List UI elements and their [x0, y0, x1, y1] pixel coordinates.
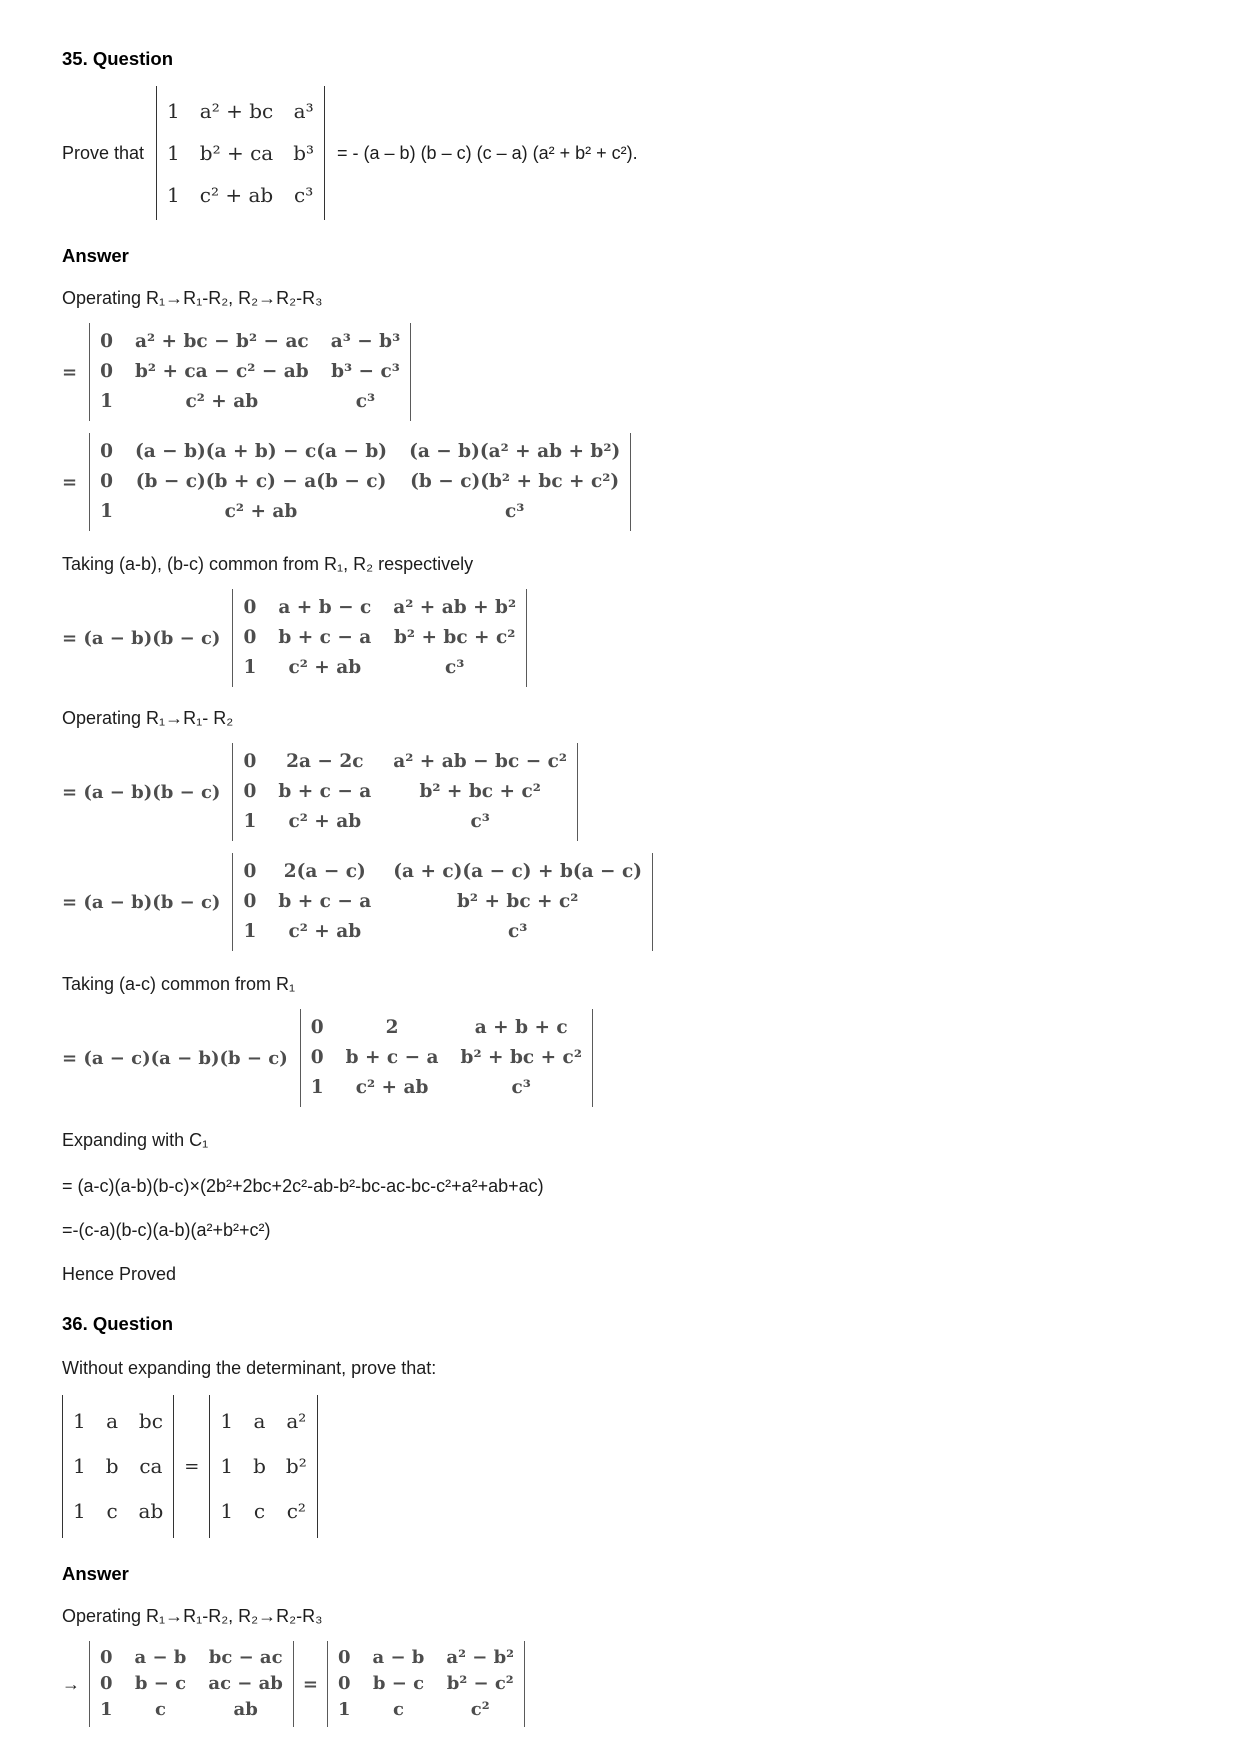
expanding-line: Expanding with C₁ [62, 1130, 209, 1150]
matrix-cell: a² + ab − bc − c² [393, 751, 568, 772]
step-1-prefix: = [62, 361, 78, 383]
matrix-cell: 0 [243, 861, 257, 882]
matrix-cell: a + b − c [278, 597, 372, 618]
matrix-cell: b² [285, 1454, 307, 1478]
matrix-cell: a [253, 1409, 266, 1433]
step-4-determinant [232, 743, 578, 841]
question-35-result: = - (a – b) (b – c) (c – a) (a² + b² + c²). [337, 142, 638, 163]
matrix-cell: ac − ab [208, 1673, 283, 1694]
matrix-cell: 0 [100, 1673, 113, 1694]
matrix-cell: 1 [73, 1454, 86, 1478]
matrix-cell: b² + bc + c² [456, 891, 579, 912]
matrix-cell: b³ [293, 141, 315, 165]
matrix-cell: 0 [100, 441, 113, 462]
step-4-prefix: = (a − b)(b − c) [62, 781, 221, 803]
matrix-cell: b² + bc + c² [394, 627, 516, 648]
matrix-cell: c² [286, 1499, 306, 1523]
matrix-cell: 1 [243, 811, 257, 832]
matrix-cell: c [253, 1499, 266, 1523]
matrix-cell: bc [138, 1409, 163, 1433]
matrix-cell: c³ [507, 921, 528, 942]
step-1 [62, 323, 1170, 421]
matrix-cell: c [392, 1699, 404, 1720]
question-35-statement [62, 86, 1170, 220]
taking-line-1: Taking (a-b), (b-c) common from R₁, R₂ respectively [62, 554, 474, 574]
matrix-cell: bc − ac [208, 1647, 283, 1668]
matrix-cell: b [105, 1454, 119, 1478]
question-36-intro: Without expanding the determinant, prove that: [62, 1358, 437, 1378]
matrix-cell: a² [286, 1409, 307, 1433]
matrix-cell: b [253, 1454, 266, 1478]
matrix-cell: b + c − a [278, 781, 372, 802]
matrix-cell: 1 [338, 1699, 351, 1720]
question-35-heading: 35. Question [62, 48, 174, 69]
step-2-prefix: = [62, 471, 78, 493]
matrix-cell: 0 [100, 331, 113, 352]
step-5-prefix: = (a − b)(b − c) [62, 891, 221, 913]
matrix-cell: 0 [100, 1647, 113, 1668]
taking-line-2: Taking (a-c) common from R₁ [62, 974, 296, 994]
matrix-cell: (a − b)(a² + ab + b²) [409, 441, 621, 462]
operation-line-2: Operating R₁→R₁- R₂ [62, 708, 234, 728]
matrix-cell: 1 [100, 391, 113, 412]
matrix-cell: c² + ab [224, 501, 298, 522]
matrix-cell: 0 [338, 1647, 351, 1668]
matrix-cell: b² − c² [446, 1673, 514, 1694]
matrix-cell: c³ [504, 501, 525, 522]
matrix-cell: 0 [100, 471, 113, 492]
matrix-cell: 1 [100, 501, 113, 522]
matrix-cell: 1 [310, 1077, 324, 1098]
matrix-cell: 0 [310, 1047, 324, 1068]
prove-that-label: Prove that [62, 142, 145, 163]
matrix-cell: ab [138, 1499, 164, 1523]
step-1-determinant [89, 323, 411, 421]
matrix-cell: 0 [243, 781, 257, 802]
matrix-cell: a³ [293, 99, 314, 123]
step-6-determinant [300, 1009, 593, 1107]
answer-36-heading: Answer [62, 1563, 129, 1584]
matrix-cell: c [154, 1699, 166, 1720]
matrix-cell: ab [233, 1699, 258, 1720]
step-4 [62, 743, 1170, 841]
question-35-determinant [156, 86, 325, 220]
matrix-cell: b + c − a [345, 1047, 439, 1068]
matrix-cell: c² [470, 1699, 490, 1720]
matrix-cell: 1 [243, 657, 257, 678]
matrix-cell: a − b [134, 1647, 187, 1668]
question-36-statement [62, 1395, 1170, 1538]
matrix-cell: b − c [134, 1673, 187, 1694]
question-36-heading: 36. Question [62, 1313, 174, 1334]
matrix-cell: (b − c)(b² + bc + c²) [410, 471, 620, 492]
step-3 [62, 589, 1170, 687]
matrix-cell: 0 [243, 597, 257, 618]
matrix-cell: b + c − a [278, 891, 372, 912]
matrix-cell: 0 [243, 627, 257, 648]
matrix-cell: b² + ca [199, 141, 274, 165]
step-6-prefix: = (a − c)(a − b)(b − c) [62, 1047, 288, 1069]
matrix-cell: c² + ab [288, 921, 362, 942]
matrix-cell: 1 [73, 1499, 86, 1523]
matrix-cell: c² + ab [355, 1077, 429, 1098]
step-3-prefix: = (a − b)(b − c) [62, 627, 221, 649]
matrix-cell: a² + bc [199, 99, 274, 123]
answer-35-heading: Answer [62, 245, 129, 266]
matrix-cell: a² + ab + b² [393, 597, 517, 618]
matrix-cell: 0 [243, 751, 257, 772]
matrix-cell: c² + ab [288, 811, 362, 832]
operation-line-1: Operating R₁→R₁-R₂, R₂→R₂-R₃ [62, 288, 323, 308]
matrix-cell: 1 [100, 1699, 113, 1720]
arrow-prefix: → [62, 1673, 80, 1694]
matrix-cell: 0 [243, 891, 257, 912]
expansion-line-2: =-(c-a)(b-c)(a-b)(a²+b²+c²) [62, 1220, 271, 1240]
final-step [62, 1641, 1170, 1727]
matrix-cell: (a − b)(a + b) − c(a − b) [134, 441, 388, 462]
matrix-cell: c² + ab [185, 391, 259, 412]
matrix-cell: 0 [100, 361, 113, 382]
matrix-cell: 1 [73, 1409, 86, 1433]
matrix-cell: (b − c)(b + c) − a(b − c) [135, 471, 387, 492]
matrix-cell: b + c − a [278, 627, 372, 648]
matrix-cell: a − b [372, 1647, 425, 1668]
matrix-cell: c³ [511, 1077, 531, 1098]
step-2 [62, 433, 1170, 531]
matrix-cell: c³ [355, 391, 376, 412]
step-2-determinant [89, 433, 631, 531]
final-equals: = [302, 1673, 318, 1695]
matrix-cell: 1 [167, 99, 180, 123]
question-36-lhs-determinant [62, 1395, 174, 1538]
matrix-cell: 2(a − c) [283, 861, 366, 882]
matrix-cell: c² + ab [199, 183, 274, 207]
step-5 [62, 853, 1170, 951]
matrix-cell: b − c [372, 1673, 425, 1694]
matrix-cell: a² + bc − b² − ac [134, 331, 309, 352]
operation-line-3: Operating R₁→R₁-R₂, R₂→R₂-R₃ [62, 1606, 323, 1626]
matrix-cell: c² + ab [288, 657, 362, 678]
matrix-cell: 1 [167, 141, 180, 165]
question-36-equals: = [184, 1456, 200, 1477]
matrix-cell: 2a − 2c [286, 751, 364, 772]
matrix-cell: 1 [243, 921, 257, 942]
matrix-cell: a² − b² [446, 1647, 515, 1668]
step-3-determinant [232, 589, 527, 687]
matrix-cell: c [106, 1499, 118, 1523]
matrix-cell: ca [139, 1454, 163, 1478]
matrix-cell: 0 [310, 1017, 324, 1038]
matrix-cell: b² + ca − c² − ab [134, 361, 309, 382]
matrix-cell: 1 [220, 1409, 234, 1433]
final-rhs-determinant [327, 1641, 525, 1727]
matrix-cell: (a + c)(a − c) + b(a − c) [393, 861, 643, 882]
matrix-cell: 1 [167, 183, 180, 207]
matrix-cell: b² + bc + c² [460, 1047, 582, 1068]
step-6 [62, 1009, 1170, 1107]
question-36-rhs-determinant [209, 1395, 317, 1538]
step-5-determinant [232, 853, 653, 951]
matrix-cell: b³ − c³ [331, 361, 400, 382]
matrix-cell: a + b + c [474, 1017, 568, 1038]
matrix-cell: 1 [220, 1454, 234, 1478]
matrix-cell: a³ − b³ [330, 331, 401, 352]
final-lhs-determinant [89, 1641, 294, 1727]
matrix-cell: a [106, 1409, 119, 1433]
matrix-cell: c³ [445, 657, 465, 678]
matrix-cell: 1 [220, 1499, 234, 1523]
matrix-cell: c³ [294, 183, 314, 207]
hence-proved: Hence Proved [62, 1264, 177, 1284]
matrix-cell: b² + bc + c² [419, 781, 541, 802]
matrix-cell: 0 [338, 1673, 351, 1694]
matrix-cell: 2 [385, 1017, 399, 1038]
expansion-line-1: = (a-c)(a-b)(b-c)×(2b²+2bc+2c²-ab-b²-bc-ac-bc-c²+a²+ab+ac) [62, 1176, 544, 1196]
matrix-cell: c³ [470, 811, 490, 832]
